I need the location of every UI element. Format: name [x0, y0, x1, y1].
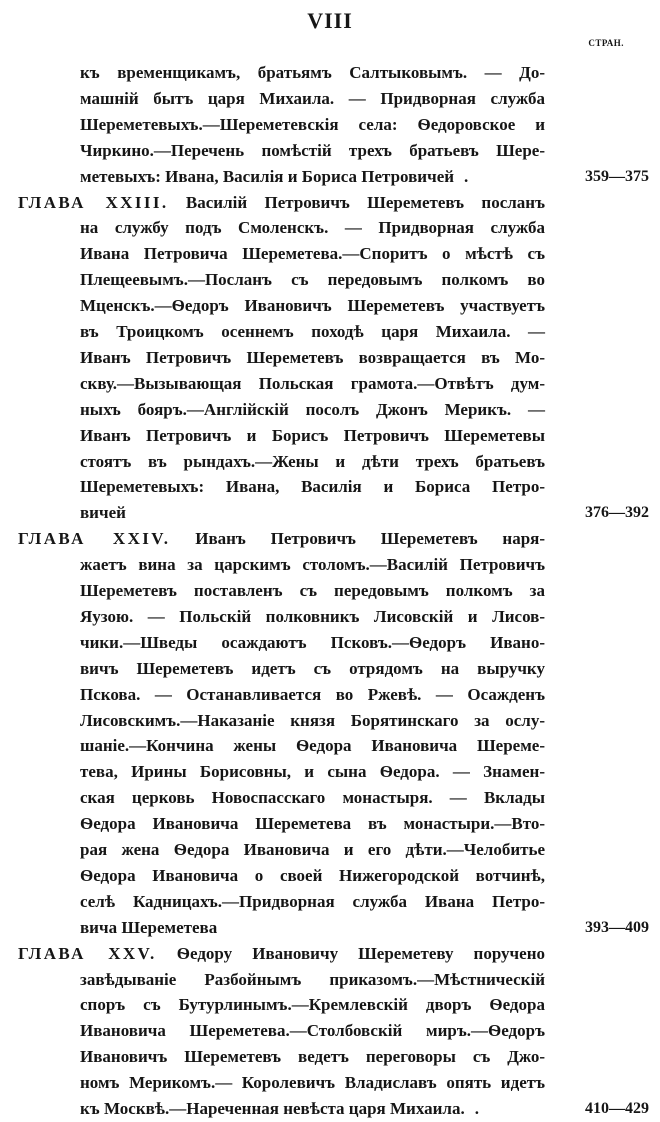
toc-line-text: жаетъ вина за царскимъ столомъ.—Василій Петровичъ	[80, 555, 545, 575]
page-range: 410—429	[585, 1100, 649, 1117]
toc-line-text: шаніе.—Кончина жены Ѳедора Ивановича Шереме-	[80, 736, 545, 756]
toc-line	[80, 241, 545, 267]
toc-line	[80, 86, 545, 112]
page-range: 376—392	[585, 504, 649, 522]
chapter-label: ГЛАВА XXV.	[18, 943, 157, 963]
toc-line	[80, 1044, 545, 1070]
toc-line-text: Мценскъ.—Ѳедоръ Ивановичъ Шереметевъ участвуетъ	[80, 296, 545, 316]
toc-line-text: номъ Мерикомъ.— Королевичъ Владиславъ опять идетъ	[80, 1073, 545, 1093]
toc-line-text: Иванъ Петровичъ Шереметевъ наря-	[195, 529, 546, 549]
toc-line	[80, 397, 545, 423]
toc-line-text: Лисовскимъ.—Наказаніе князя Борятинскаго за ослу-	[80, 710, 545, 730]
toc-line	[18, 941, 545, 967]
toc-line	[80, 60, 545, 86]
toc-line-text: Ивановича Шереметева.—Столбовскій миръ.—Ѳедоръ	[80, 1021, 545, 1041]
toc-line	[80, 293, 545, 319]
toc-line	[80, 1018, 545, 1044]
toc-line-text: Чиркино.—Перечень помѣстій трехъ братьевъ Шере-	[80, 140, 545, 160]
toc-line-text: Ѳедору Ивановичу Шереметеву поручено	[176, 943, 545, 963]
leader-mark: .	[474, 1099, 479, 1118]
toc-line	[80, 837, 545, 863]
toc-line-text: стоятъ въ рындахъ.—Жены и дѣти трехъ братьевъ	[80, 451, 545, 471]
toc-line	[80, 889, 545, 915]
toc-line	[80, 345, 545, 371]
toc-line-text: Шереметевыхъ: Ивана, Василія и Бориса Петро-	[80, 477, 545, 497]
pages-column-label: СТРАН.	[588, 38, 624, 48]
page-range: 359—375	[585, 167, 649, 185]
toc-line	[80, 1096, 530, 1122]
toc-line	[80, 319, 545, 345]
toc-line-text: къ Москвѣ.—Нареченная невѣста царя Михаила.	[80, 1099, 465, 1118]
toc-line	[80, 500, 548, 526]
page-number: VIII	[307, 8, 353, 33]
toc-line	[80, 759, 545, 785]
toc-line-text: машній бытъ царя Михаила. — Придворная служба	[80, 88, 545, 108]
toc-line	[80, 164, 530, 190]
toc-line	[80, 449, 545, 475]
toc-line-text: Пскова. — Останавливается во Ржевѣ. — Осажденъ	[80, 684, 545, 704]
toc-line-text: Шереметевъ поставленъ съ передовымъ полкомъ за	[80, 581, 545, 600]
page-range: 393—409	[585, 918, 649, 936]
toc-line	[80, 682, 545, 708]
toc-line	[80, 138, 545, 164]
toc-line-text: Василій Петровичъ Шереметевъ посланъ	[185, 192, 546, 212]
toc-line-text: вичъ Шереметевъ идетъ съ отрядомъ на выручку	[80, 658, 545, 678]
toc-line	[80, 604, 545, 630]
toc-line	[80, 267, 545, 293]
toc-line-text: споръ съ Бутурлинымъ.—Кремлевскій дворъ Ѳедора	[80, 995, 545, 1015]
toc-line	[18, 190, 545, 216]
toc-line-text: чики.—Шведы осаждаютъ Псковъ.—Ѳедоръ Ивано-	[80, 632, 545, 652]
toc-line-text: ская церковь Новоспасскаго монастыря. — Вклады	[80, 788, 545, 808]
toc-line-text: Ивана Петровича Шереметева.—Споритъ о мѣстѣ съ	[80, 244, 545, 264]
dot-leader	[132, 500, 542, 526]
toc-line-text: Иванъ Петровичъ Шереметевъ возвращается въ Мо-	[80, 347, 545, 367]
toc-line-text: метевыхъ: Ивана, Василія и Бориса Петровичей	[80, 166, 455, 186]
toc-line-text: къ временщикамъ, братьямъ Салтыковымъ. — До-	[80, 63, 545, 82]
toc-line	[80, 733, 545, 759]
toc-line-text: скву.—Вызывающая Польская грамота.—Отвѣтъ дум-	[80, 373, 545, 393]
toc-line	[80, 967, 545, 993]
toc-line	[80, 215, 545, 241]
toc-line	[80, 474, 545, 500]
toc-line	[80, 785, 545, 811]
toc-line-text: ныхъ бояръ.—Англійскій посолъ Джонъ Мерикъ. —	[80, 399, 545, 419]
toc-line	[80, 811, 545, 837]
toc-line	[80, 1070, 545, 1096]
toc-line	[80, 112, 545, 138]
toc-line-text: Иванъ Петровичъ и Борисъ Петровичъ Шереметевы	[80, 425, 545, 445]
toc-line-text: въ Троицкомъ осеннемъ походѣ царя Михаила. —	[80, 322, 545, 341]
toc-line	[80, 656, 545, 682]
toc-line-text: селѣ Кадницахъ.—Придворная служба Ивана Петро-	[80, 891, 545, 911]
dot-leader	[223, 915, 542, 941]
toc-line-text: рая жена Ѳедора Ивановича и его дѣти.—Челобитье	[80, 840, 545, 859]
chapter-label: ГЛАВА XXIII.	[18, 192, 169, 212]
toc-line-text: вича Шереметева	[80, 917, 218, 937]
chapter-label: ГЛАВА XXIV.	[18, 529, 171, 549]
toc-line	[80, 578, 545, 604]
toc-line-text: Шереметевыхъ.—Шереметевскія села: Ѳедоровское и	[80, 114, 545, 134]
toc-line-text: Плещеевымъ.—Посланъ съ передовымъ полкомъ во	[80, 270, 545, 290]
toc-line	[80, 915, 548, 941]
toc-line-text: тева, Ирины Борисовны, и сына Ѳедора. — Знамен-	[80, 762, 545, 782]
toc-line-text: завѣдываніе Разбойнымъ приказомъ.—Мѣстническій	[80, 969, 545, 989]
toc-line	[80, 863, 545, 889]
toc-line	[80, 630, 545, 656]
toc-line	[80, 992, 545, 1018]
toc-line	[80, 423, 545, 449]
toc-line	[18, 526, 545, 552]
leader-mark: .	[464, 166, 469, 186]
toc-line-text: Яузою. — Польскій полковникъ Лисовскій и Лисов-	[80, 606, 545, 626]
toc-line	[80, 708, 545, 734]
toc-line-text: на службу подъ Смоленскъ. — Придворная служба	[80, 218, 545, 238]
toc-line-text: вичей	[80, 503, 126, 523]
toc-line	[80, 371, 545, 397]
toc-line-text: Ѳедора Ивановича Шереметева въ монастыри.—Вто-	[80, 814, 545, 834]
toc-line-text: Ивановичъ Шереметевъ ведетъ переговоры съ Джо-	[80, 1047, 545, 1067]
toc-line-text: Ѳедора Ивановича о своей Нижегородской вотчинѣ,	[80, 865, 545, 885]
toc-line	[80, 552, 545, 578]
